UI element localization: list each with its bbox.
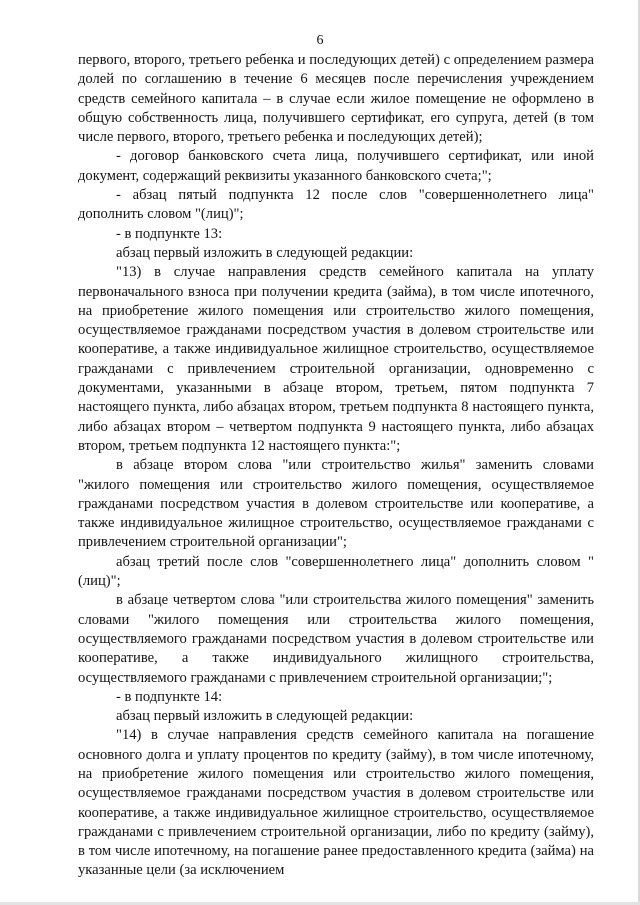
paragraph-5: абзац первый изложить в следующей редакции: (116, 244, 414, 261)
paragraph-6: "13) в случае направления средств семейного капитала на уплату первоначального взноса при получении кредита (займа), в том числе ипотечного, на приобретение жилого помещения или строительство жилого помещения, осуществляемое гражданами посредством участия в долевом строительстве или кооперативе, а также индивидуальное жилищное строительство, осуществляемое гражданами с привлечением строительной организации, одновременно с документами, указанными в абзаце втором, третьем, пятом подпункта 7 настоящего пункта, либо абзацах втором, третьем подпункта 8 настоящего пункта, либо абзацах втором – четвертом подпункта 9 настоящего пункта, либо абзацах втором, третьем подпункта 12 настоящего пункта:"; (78, 264, 594, 454)
paragraph-3: - абзац пятый подпункта 12 после слов "совершеннолетнего лица" дополнить словом "(лиц)"; (78, 187, 594, 223)
paragraph-2: - договор банковского счета лица, получившего сертификат, или иной документ, содержащий реквизиты указанного банковского счета;"; (78, 148, 594, 184)
document-body (78, 51, 594, 881)
paragraph-12: "14) в случае направления средств семейного капитала на погашение основного долга и уплату процентов по кредиту (займу), в том числе ипотечному, на приобретение жилого помещения или строительство жилого помещения, осуществляемое гражданами посредством участия в долевом строительстве или кооперативе, а также индивидуальное жилищное строительство, осуществляемое гражданами с привлечением строительной организации, либо по кредиту (займу), в том числе ипотечному, на погашение ранее предоставленного кредита (займа) на указанные цели (за исключением (78, 727, 594, 879)
paragraph-1: первого, второго, третьего ребенка и последующих детей) с определением размера долей по соглашению в течение 6 месяцев после перечисления учреждением средств семейного капитала – в случае если жилое помещение не оформлено в общую собственность лица, получившего сертификат, его супруга, детей (в том числе первого, второго, третьего ребенка и последующих детей); (78, 52, 594, 146)
paragraph-4: - в подпункте 13: (116, 225, 223, 242)
paragraph-8: абзац третий после слов "совершеннолетнего лица" дополнить словом "(лиц)"; (78, 553, 594, 590)
paragraph-7: в абзаце втором слова "или строительство жилья" заменить словами "жилого помещения или строительство жилого помещения, осуществляемое гражданами посредством участия в долевом строительстве или кооперативе, а также индивидуальное жилищное строительство, осуществляемое гражданами с привлечением строительной организации"; (78, 457, 594, 551)
paragraph-9: в абзаце четвертом слова "или строительства жилого помещения" заменить словами "жилого помещения или строительства жилого помещения, осуществляемого гражданами посредством участия в долевом строительстве или кооперативе, а также индивидуального жилищного строительства, осуществляемого гражданами с привлечением строительной организации;"; (78, 592, 594, 686)
page-number: 6 (316, 33, 324, 48)
paragraph-11: абзац первый изложить в следующей редакции: (116, 708, 414, 725)
paragraph-10: - в подпункте 14: (116, 688, 223, 705)
